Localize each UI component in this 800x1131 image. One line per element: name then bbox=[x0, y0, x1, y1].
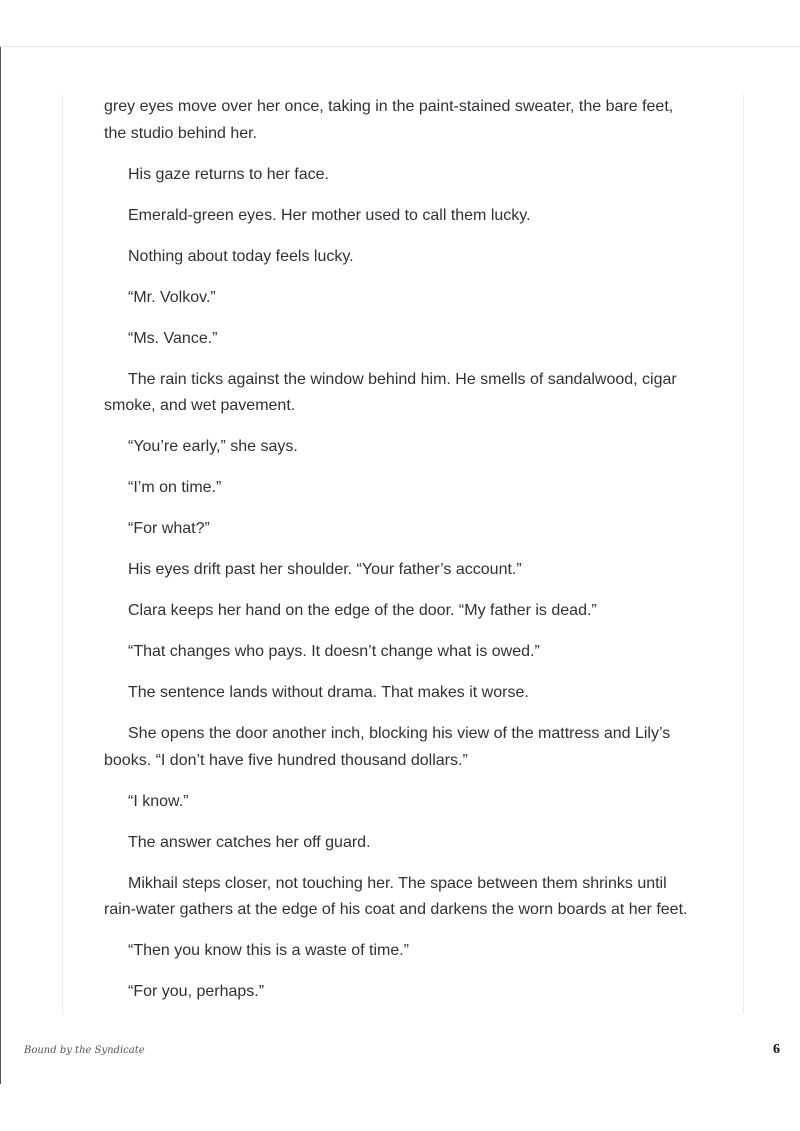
page-number: 6 bbox=[773, 1042, 780, 1057]
paragraph-continued: grey eyes move over her once, taking in the paint-stained sweater, the bare feet, the studio behind her. bbox=[104, 98, 674, 142]
page-body-text bbox=[104, 94, 694, 1020]
dialogue-line: “For you, perhaps.” bbox=[128, 983, 265, 1000]
paragraph: Emerald-green eyes. Her mother used to call them lucky. bbox=[128, 206, 531, 224]
running-footer-book-title: Bound by the Syndicate bbox=[24, 1045, 145, 1056]
paragraph: The answer catches her off guard. bbox=[128, 833, 371, 851]
paragraph: The sentence lands without drama. That makes it worse. bbox=[128, 684, 529, 701]
page-left-edge bbox=[0, 47, 1, 1084]
dialogue-line: “You’re early,” she says. bbox=[128, 438, 298, 455]
paragraph: She opens the door another inch, blocking his view of the mattress and Lily’s books. “I don’t have five hundred thousand dollars.” bbox=[104, 725, 671, 769]
page-top-rule bbox=[0, 46, 800, 47]
paragraph: Clara keeps her hand on the edge of the door. “My father is dead.” bbox=[128, 602, 597, 619]
dialogue-line: “I know.” bbox=[128, 792, 189, 810]
dialogue-line: “Then you know this is a waste of time.” bbox=[128, 942, 409, 959]
dialogue-line: “Mr. Volkov.” bbox=[128, 288, 216, 306]
paragraph: His gaze returns to her face. bbox=[128, 165, 329, 183]
paragraph: Mikhail steps closer, not touching her. The space between them shrinks until rain-water gathers at the edge of his coat and darkens the worn boards at her feet. bbox=[104, 874, 688, 918]
dialogue-line: “That changes who pays. It doesn’t change what is owed.” bbox=[128, 643, 540, 660]
dialogue-line: “Ms. Vance.” bbox=[128, 329, 218, 347]
paragraph: His eyes drift past her shoulder. “Your father’s account.” bbox=[128, 561, 522, 578]
dialogue-line: “I’m on time.” bbox=[128, 479, 222, 496]
paragraph: The rain ticks against the window behind him. He smells of sandalwood, cigar smoke, and wet pavement. bbox=[104, 370, 677, 414]
paragraph: Nothing about today feels lucky. bbox=[128, 247, 354, 265]
dialogue-line: “For what?” bbox=[128, 520, 210, 537]
